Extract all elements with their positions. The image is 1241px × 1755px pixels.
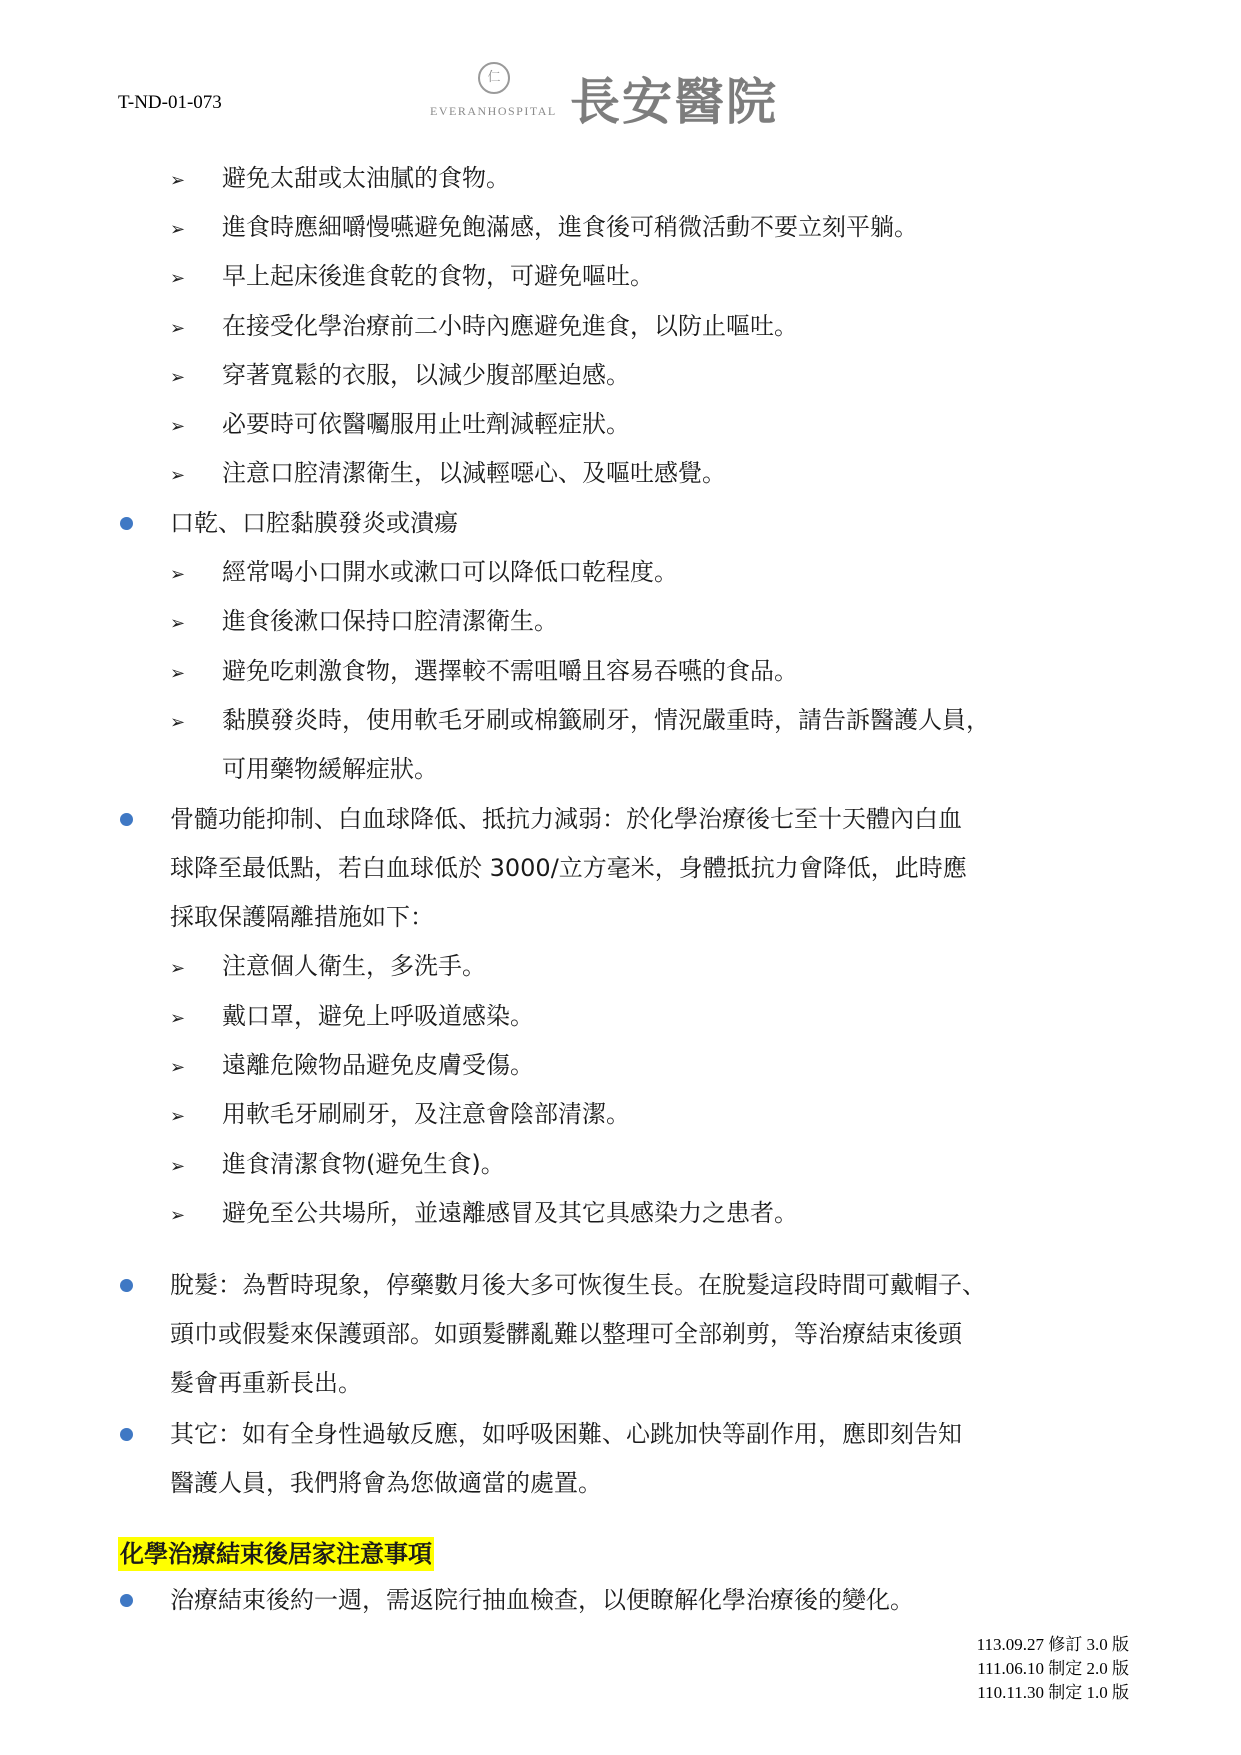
list-item: ➢ 黏膜發炎時，使用軟毛牙刷或棉籤刷牙，情況嚴重時，請告訴醫護人員， bbox=[222, 705, 990, 735]
bullet-item-continuation: 頭巾或假髮來保護頭部。如頭髮髒亂難以整理可全部剃剪，等治療結束後頭 bbox=[170, 1320, 962, 1348]
list-item: ➢ 在接受化學治療前二小時內應避免進食，以防止嘔吐。 bbox=[222, 311, 798, 341]
logo-chinese-name: 長安醫院 bbox=[570, 73, 778, 131]
arrow-marker-icon: ➢ bbox=[170, 613, 186, 634]
list-item: ➢ 進食時應細嚼慢嚥避免飽滿感，進食後可稍微活動不要立刻平躺。 bbox=[222, 212, 918, 242]
list-item: ➢ 注意個人衛生，多洗手。 bbox=[222, 951, 486, 981]
arrow-marker-icon: ➢ bbox=[170, 170, 186, 191]
bullet-item: 口乾、口腔黏膜發炎或潰瘍 bbox=[170, 508, 458, 538]
list-item: ➢ 避免太甜或太油膩的食物。 bbox=[222, 163, 510, 193]
revision-v1: 110.11.30 制定 1.0 版 bbox=[977, 1683, 1129, 1702]
arrow-marker-icon: ➢ bbox=[170, 367, 186, 388]
bullet-dot-icon bbox=[120, 813, 133, 826]
list-item: ➢ 注意口腔清潔衛生，以減輕噁心、及嘔吐感覺。 bbox=[222, 458, 726, 488]
revision-v2: 111.06.10 制定 2.0 版 bbox=[977, 1659, 1129, 1678]
list-item: ➢ 進食後漱口保持口腔清潔衛生。 bbox=[222, 606, 558, 636]
list-item: ➢ 用軟毛牙刷刷牙，及注意會陰部清潔。 bbox=[222, 1099, 630, 1129]
list-item-continuation: 可用藥物緩解症狀。 bbox=[222, 755, 438, 783]
arrow-marker-icon: ➢ bbox=[170, 318, 186, 339]
arrow-marker-icon: ➢ bbox=[170, 1156, 186, 1177]
document-code: T-ND-01-073 bbox=[118, 92, 222, 113]
list-item: ➢ 穿著寬鬆的衣服，以減少腹部壓迫感。 bbox=[222, 360, 630, 390]
hospital-seal-icon: 仁 bbox=[478, 62, 510, 94]
arrow-marker-icon: ➢ bbox=[170, 663, 186, 684]
revision-v3: 113.09.27 修訂 3.0 版 bbox=[976, 1635, 1129, 1654]
arrow-marker-icon: ➢ bbox=[170, 1106, 186, 1127]
arrow-marker-icon: ➢ bbox=[170, 958, 186, 979]
bullet-item: 治療結束後約一週，需返院行抽血檢查，以便瞭解化學治療後的變化。 bbox=[170, 1585, 914, 1615]
bullet-dot-icon bbox=[120, 517, 133, 530]
bullet-item: 其它：如有全身性過敏反應，如呼吸困難、心跳加快等副作用，應即刻告知 bbox=[170, 1419, 962, 1449]
list-item: ➢ 遠離危險物品避免皮膚受傷。 bbox=[222, 1050, 534, 1080]
arrow-marker-icon: ➢ bbox=[170, 564, 186, 585]
list-item: ➢ 戴口罩，避免上呼吸道感染。 bbox=[222, 1001, 534, 1031]
arrow-marker-icon: ➢ bbox=[170, 219, 186, 240]
bullet-item: 脫髮：為暫時現象，停藥數月後大多可恢復生長。在脫髮這段時間可戴帽子、 bbox=[170, 1270, 986, 1300]
bullet-item-continuation: 採取保護隔離措施如下： bbox=[170, 903, 434, 931]
list-item: ➢ 早上起床後進食乾的食物，可避免嘔吐。 bbox=[222, 261, 654, 291]
list-item: ➢ 避免吃刺激食物，選擇較不需咀嚼且容易吞嚥的食品。 bbox=[222, 656, 798, 686]
list-item: ➢ 必要時可依醫囑服用止吐劑減輕症狀。 bbox=[222, 409, 630, 439]
arrow-marker-icon: ➢ bbox=[170, 465, 186, 486]
list-item: ➢ 經常喝小口開水或漱口可以降低口乾程度。 bbox=[222, 557, 678, 587]
bullet-item-continuation: 髮會再重新長出。 bbox=[170, 1369, 362, 1397]
hospital-logo bbox=[430, 56, 850, 131]
list-item: ➢ 避免至公共場所，並遠離感冒及其它具感染力之患者。 bbox=[222, 1198, 798, 1228]
bullet-item: 骨髓功能抑制、白血球降低、抵抗力減弱：於化學治療後七至十天體內白血 bbox=[170, 804, 962, 834]
revision-footer bbox=[977, 1633, 1129, 1705]
arrow-marker-icon: ➢ bbox=[170, 1057, 186, 1078]
list-item: ➢ 進食清潔食物(避免生食)。 bbox=[222, 1149, 505, 1179]
logo-english-name: EVERANHOSPITAL bbox=[430, 104, 557, 118]
bullet-dot-icon bbox=[120, 1594, 133, 1607]
arrow-marker-icon: ➢ bbox=[170, 416, 186, 437]
arrow-marker-icon: ➢ bbox=[170, 1205, 186, 1226]
bullet-dot-icon bbox=[120, 1279, 133, 1292]
bullet-dot-icon bbox=[120, 1428, 133, 1441]
arrow-marker-icon: ➢ bbox=[170, 1008, 186, 1029]
arrow-marker-icon: ➢ bbox=[170, 712, 186, 733]
bullet-item-continuation: 醫護人員，我們將會為您做適當的處置。 bbox=[170, 1469, 602, 1497]
bullet-item-continuation: 球降至最低點，若白血球低於 3000/立方毫米，身體抵抗力會降低，此時應 bbox=[170, 854, 967, 882]
arrow-marker-icon: ➢ bbox=[170, 268, 186, 289]
section-heading: 化學治療結束後居家注意事項 bbox=[118, 1537, 434, 1571]
